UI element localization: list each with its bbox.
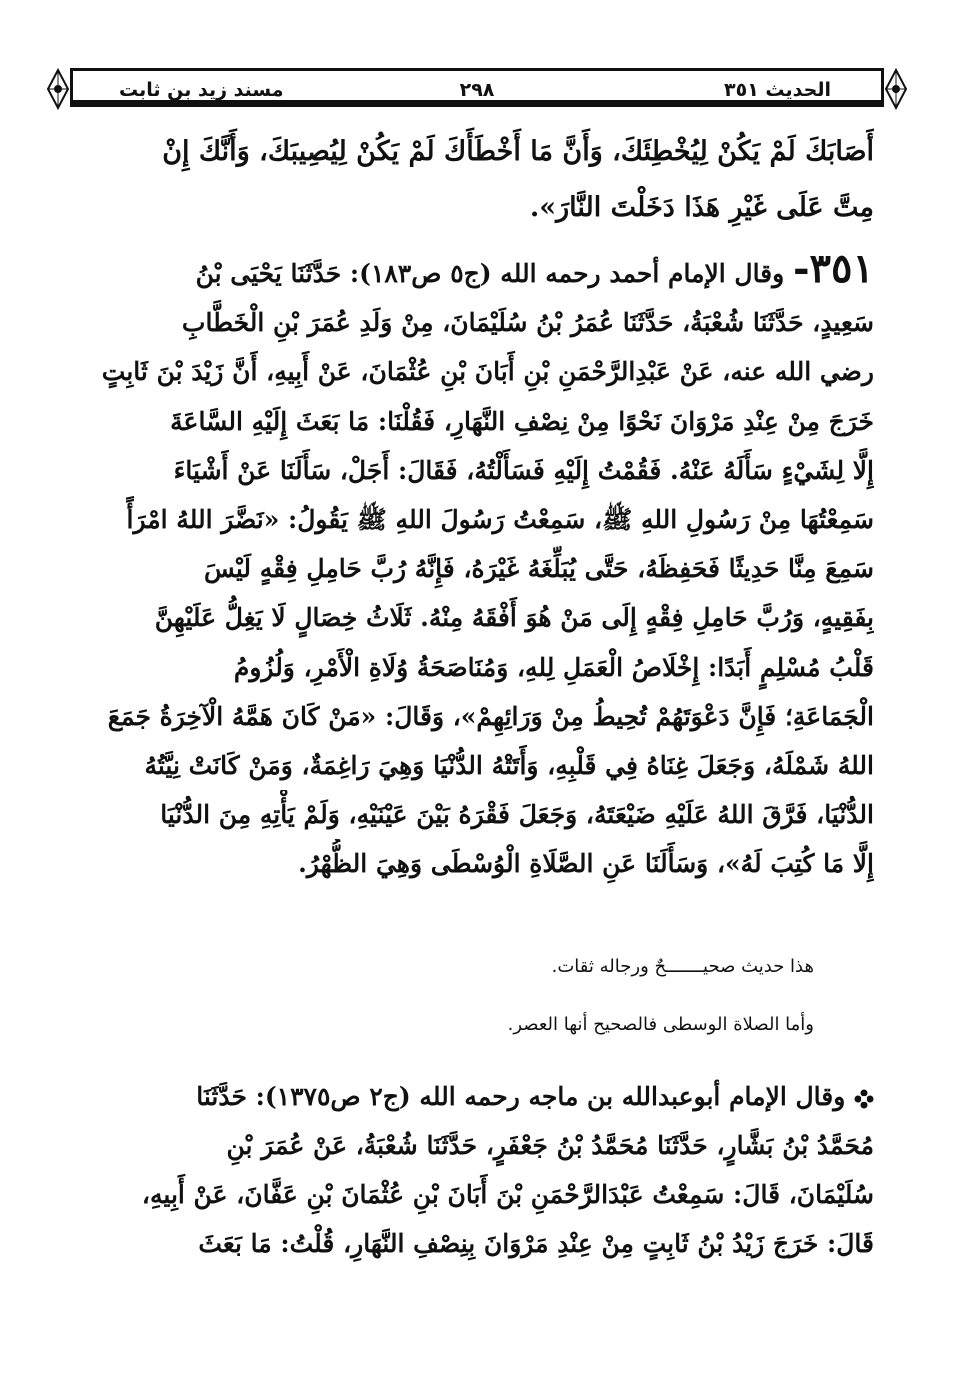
text-line: سَمِعَ مِنَّا حَدِيثًا فَحَفِظَهُ، حَتَّى يُبَلِّغَهُ غَيْرَهُ، فَإِنَّهُ رُبَّ حَامِلِ فِقْهٍ لَيْسَ [203, 554, 874, 584]
text-line: خَرَجَ مِنْ عِنْدِ مَرْوَانَ نَحْوًا مِنْ نِصْفِ النَّهَارِ، فَقُلْنَا: مَا بَعَثَ إِلَيْهِ السَّاعَةَ [170, 406, 874, 436]
text-line [78, 1072, 874, 1121]
text-line: رضي الله عنه، عَنْ عَبْدِالرَّحْمَنِ بْنِ أَبَانَ بْنِ عُثْمَانَ، عَنْ أَبِيهِ، أَنَّ زَيْدَ بْنَ ثَابِتٍ [101, 357, 874, 387]
text-line: مُحَمَّدُ بْنُ بَشَّارٍ، حَدَّثَنَا مُحَمَّدُ بْنُ جَعْفَرٍ، حَدَّثَنَا شُعْبَةُ، عَنْ عُمَرَ بْنِ [226, 1131, 874, 1160]
hadith-line-first: وقال الإمام أحمد رحمه الله (ج٥ ص١٨٣): حَدَّثَنَا يَحْيَى بْنُ [195, 259, 785, 288]
hadith-label: الحديث ٣٥١ [724, 79, 831, 101]
hadith-number: ٣٥١- [792, 245, 874, 292]
text-line: قَلْبُ مُسْلِمٍ أَبَدًا: إِخْلَاصُ الْعَمَلِ لِلهِ، وَمُنَاصَحَةُ وُلَاةِ الْأَمْرِ، وَلُزُومُ [233, 652, 874, 682]
text-line: الْجَمَاعَةِ؛ فَإِنَّ دَعْوَتَهُمْ تُحِيطُ مِنْ وَرَائِهِمْ»، وَقَالَ: «مَنْ كَانَ هَمَّهُ الْآخِرَةُ جَمَعَ [107, 701, 874, 731]
header-frame [70, 68, 884, 104]
authenticity-note: هذا حديث صحيـــــــحٌ ورجاله ثقات. [551, 956, 814, 977]
text-line: سَمِعْتُهَا مِنْ رَسُولِ اللهِ ﷺ، سَمِعْتُ رَسُولَ اللهِ ﷺ يَقُولُ: «نَضَّرَ اللهُ امْرَأً [126, 505, 874, 535]
text-line: سُلَيْمَانَ، قَالَ: سَمِعْتُ عَبْدَالرَّحْمَنِ بْنَ أَبَانَ بْنِ عُثْمَانَ بْنِ عَفَّانَ، عَنْ أَبِيهِ، [141, 1180, 874, 1209]
flower-ornament-icon [854, 1089, 874, 1109]
narration-line-first: وقال الإمام أبوعبدالله بن ماجه رحمه الله (ج٢ ص١٣٧٥): حَدَّثَنَا [196, 1082, 846, 1111]
text-line: إِلَّا لِشَيْءٍ سَأَلَهُ عَنْهُ. فَقُمْتُ إِلَيْهِ فَسَأَلْتُهُ، فَقَالَ: أَجَلْ، سَأَلَنَا عَنْ أَشْيَاءَ [173, 455, 874, 485]
text-line: أَصَابَكَ لَمْ يَكُنْ لِيُخْطِئَكَ، وَأَنَّ مَا أَخْطَأَكَ لَمْ يَكُنْ لِيُصِيبَكَ، وَأَنَّكَ إِنْ [162, 136, 874, 167]
text-line: سَعِيدٍ، حَدَّثَنَا شُعْبَةُ، حَدَّثَنَا عُمَرُ بْنُ سُلَيْمَانَ، مِنْ وَلَدِ عُمَرَ بْنِ الْخَطَّابِ [181, 308, 874, 338]
continuation-text [78, 124, 874, 236]
text-line: الدُّنْيَا، فَرَّقَ اللهُ عَلَيْهِ ضَيْعَتَهُ، وَجَعَلَ فَقْرَهُ بَيْنَ عَيْنَيْهِ، وَلَمْ يَأْتِهِ مِنَ الدُّنْيَا [160, 800, 874, 830]
page-number: ٢٩٨ [459, 79, 495, 101]
second-narration [78, 1072, 874, 1268]
page-header [44, 66, 910, 114]
wusta-note: وأما الصلاة الوسطى فالصحيح أنها العصر. [507, 1014, 814, 1035]
hadith-351 [78, 244, 874, 889]
text-line: بِفَقِيهٍ، وَرُبَّ حَامِلِ فِقْهٍ إِلَى مَنْ هُوَ أَفْقَهُ مِنْهُ. ثَلَاثُ خِصَالٍ لَا يَغِلُّ عَلَيْهِنَّ [154, 603, 874, 633]
text-line: اللهُ شَمْلَهُ، وَجَعَلَ غِنَاهُ فِي قَلْبِهِ، وَأَتَتْهُ الدُّنْيَا وَهِيَ رَاغِمَةٌ، وَمَنْ كَانَتْ نِيَّتُهُ [144, 751, 874, 781]
text-line [78, 244, 874, 298]
ornament-right-icon [882, 66, 910, 112]
text-line: قَالَ: خَرَجَ زَيْدُ بْنُ ثَابِتٍ مِنْ عِنْدِ مَرْوَانَ بِنِصْفِ النَّهَارِ، قُلْتُ: مَا بَعَثَ [198, 1229, 874, 1258]
ornament-left-icon [44, 66, 72, 112]
text-line: مِتَّ عَلَى غَيْرِ هَذَا دَخَلْتَ النَّارَ». [529, 192, 874, 223]
musnad-title: مسند زيد بن ثابت [119, 79, 284, 101]
text-line: إِلَّا مَا كُتِبَ لَهُ»، وَسَأَلَنَا عَنِ الصَّلَاةِ الْوُسْطَى وَهِيَ الظُّهْرُ. [298, 849, 874, 879]
